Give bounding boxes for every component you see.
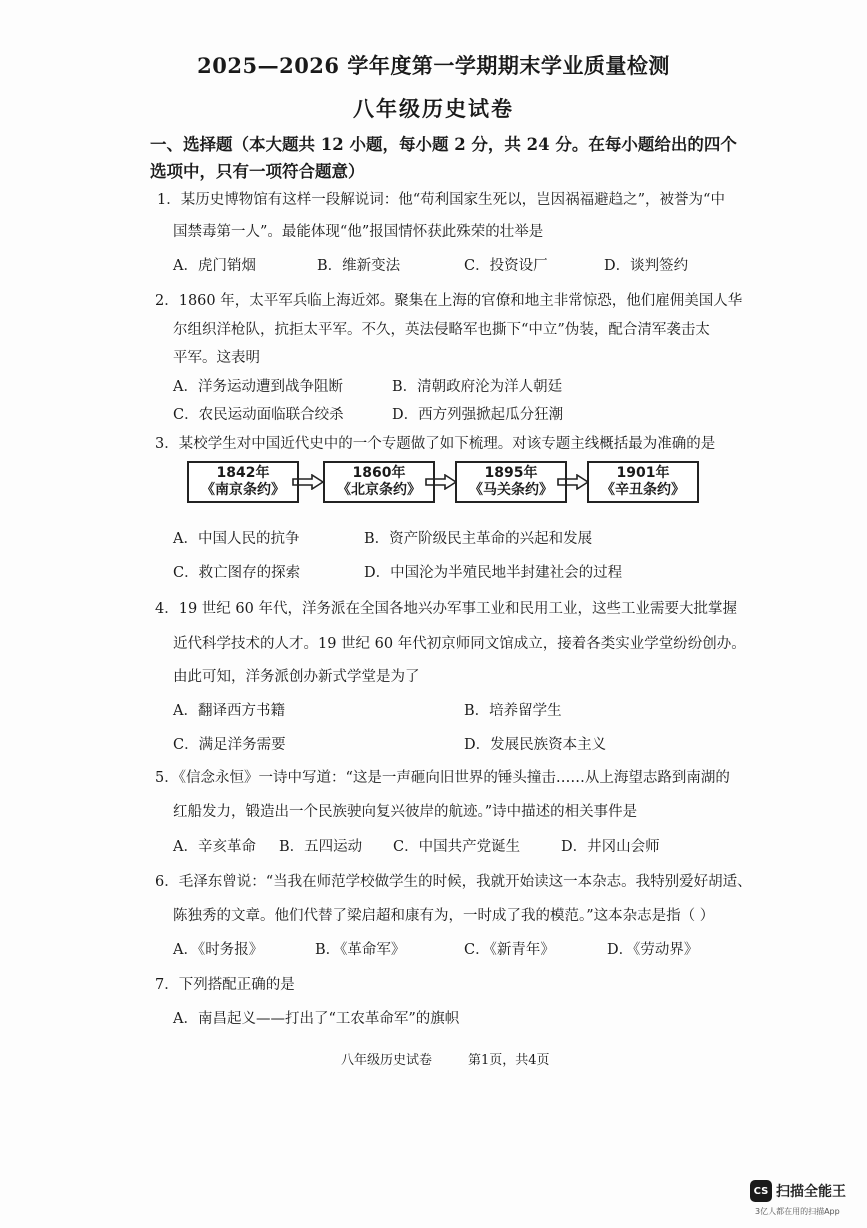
question-1-option-b: B．维新变法 <box>317 258 401 274</box>
section-heading-line2: 选项中，只有一项符合题意） <box>150 162 365 181</box>
question-4-line3: 由此可知，洋务派创办新式学堂是为了 <box>173 669 420 685</box>
section-heading-line1: 一、选择题（本大题共 12 小题，每小题 2 分，共 24 分。在每小题给出的四个 <box>150 135 737 154</box>
question-3-option-b: B．资产阶级民主革命的兴起和发展 <box>364 531 593 547</box>
timeline-year: 1901年 <box>616 465 670 481</box>
question-1-option-d: D．谈判签约 <box>604 258 689 274</box>
scanner-logo-icon: CS <box>750 1180 772 1202</box>
question-7-option-a: A．南昌起义——打出了“工农革命军”的旗帜 <box>173 1011 460 1027</box>
arrow-right-icon <box>557 474 589 490</box>
question-7-line1: 7．下列搭配正确的是 <box>155 977 295 993</box>
timeline-year: 1895年 <box>484 465 538 481</box>
question-5-option-a: A．辛亥革命 <box>173 839 256 855</box>
question-6-option-b: B．《革命军》 <box>315 942 406 958</box>
question-2-option-a: A．洋务运动遭到战争阻断 <box>173 379 343 395</box>
scanner-tagline: 3亿人都在用的扫描App <box>755 1207 840 1216</box>
scanner-app-name: 扫描全能王 <box>776 1184 846 1200</box>
arrow-right-icon <box>292 474 324 490</box>
footer-exam-name: 八年级历史试卷 <box>341 1053 433 1068</box>
question-6-line1: 6．毛泽东曾说：“当我在师范学校做学生的时候，我就开始读这一本杂志。我特别爱好胡适、 <box>155 874 752 890</box>
question-1-option-a: A．虎门销烟 <box>173 258 256 274</box>
timeline-treaty: 《辛丑条约》 <box>601 482 685 498</box>
timeline-box-1895 <box>455 461 567 503</box>
question-2-line2: 尔组织洋枪队，抗拒太平军。不久，英法侵略军也撕下“中立”伪装，配合清军袭击太 <box>173 322 710 338</box>
question-2-option-d: D．西方列强掀起瓜分狂潮 <box>392 407 564 423</box>
question-5-line2: 红船发力，锻造出一个民族驶向复兴彼岸的航迹。”诗中描述的相关事件是 <box>173 804 638 820</box>
timeline-year: 1842年 <box>216 465 270 481</box>
question-3-option-d: D．中国沦为半殖民地半封建社会的过程 <box>364 565 623 581</box>
question-4-option-a: A．翻译西方书籍 <box>173 703 285 719</box>
question-1-option-c: C．投资设厂 <box>464 258 548 274</box>
question-2-option-b: B．清朝政府沦为洋人朝廷 <box>392 379 563 395</box>
question-6-line2: 陈独秀的文章。他们代替了梁启超和康有为，一时成了我的模范。”这本杂志是指（ ） <box>173 908 715 924</box>
timeline-box-1860 <box>323 461 435 503</box>
question-5-option-d: D．井冈山会师 <box>561 839 660 855</box>
question-3-option-c: C．救亡图存的探索 <box>173 565 301 581</box>
question-4-line2: 近代科学技术的人才。19 世纪 60 年代初京师同文馆成立，接着各类实业学堂纷纷创办。 <box>173 636 746 652</box>
exam-subtitle: 八年级历史试卷 <box>353 96 514 121</box>
question-6-option-a: A．《时务报》 <box>173 942 264 958</box>
question-5-line1: 5．《信念永恒》一诗中写道：“这是一声砸向旧世界的锤头撞击……从上海望志路到南湖的 <box>155 770 730 786</box>
question-4-line1: 4．19 世纪 60 年代，洋务派在全国各地兴办军事工业和民用工业，这些工业需要大批掌握 <box>155 601 737 617</box>
question-4-option-d: D．发展民族资本主义 <box>464 737 607 753</box>
footer-page-number: 第1页，共4页 <box>468 1053 550 1068</box>
exam-title: 2025—2026 学年度第一学期期末学业质量检测 <box>197 53 670 78</box>
question-1-line1: 1．某历史博物馆有这样一段解说词：他“苟利国家生死以，岂因祸福避趋之”，被誉为“中 <box>157 192 725 208</box>
question-3-option-a: A．中国人民的抗争 <box>173 531 300 547</box>
timeline-treaty: 《马关条约》 <box>469 482 553 498</box>
question-1-line2: 国禁毒第一人”。最能体现“他”报国情怀获此殊荣的壮举是 <box>173 224 544 240</box>
timeline-treaty: 《南京条约》 <box>201 482 285 498</box>
question-4-option-c: C．满足洋务需要 <box>173 737 286 753</box>
arrow-right-icon <box>425 474 457 490</box>
question-2-line1: 2．1860 年，太平军兵临上海近郊。聚集在上海的官僚和地主非常惊恐，他们雇佣美国人华 <box>155 293 743 309</box>
question-2-option-c: C．农民运动面临联合绞杀 <box>173 407 344 423</box>
question-5-option-c: C．中国共产党诞生 <box>393 839 521 855</box>
question-4-option-b: B．培养留学生 <box>464 703 562 719</box>
timeline-box-1901 <box>587 461 699 503</box>
question-6-option-c: C．《新青年》 <box>464 942 555 958</box>
timeline-year: 1860年 <box>352 465 406 481</box>
timeline-box-1842 <box>187 461 299 503</box>
scanner-watermark <box>750 1180 856 1220</box>
question-5-option-b: B．五四运动 <box>279 839 363 855</box>
timeline-treaty: 《北京条约》 <box>337 482 421 498</box>
question-3-line1: 3．某校学生对中国近代史中的一个专题做了如下梳理。对该专题主线概括最为准确的是 <box>155 436 716 452</box>
question-6-option-d: D．《劳动界》 <box>607 942 699 958</box>
question-2-line3: 平军。这表明 <box>173 350 260 366</box>
